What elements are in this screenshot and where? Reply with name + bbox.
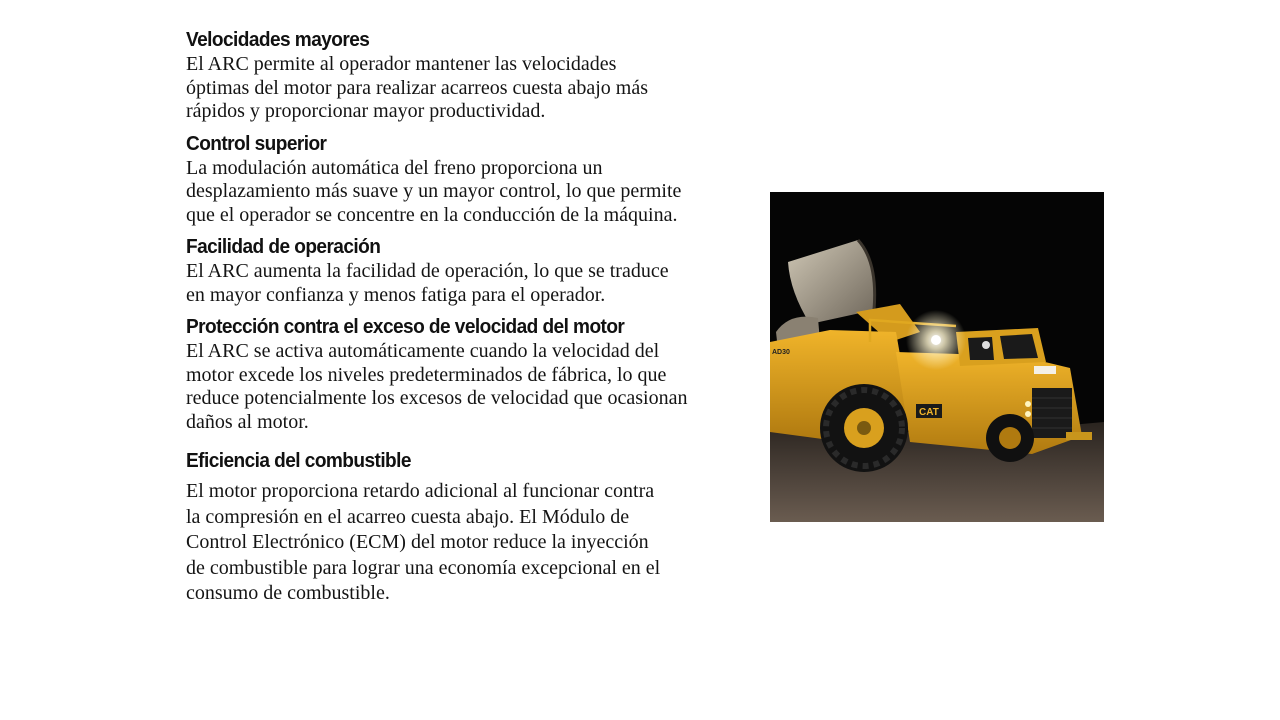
loader-illustration (770, 192, 1104, 522)
section-heading: Control superior (186, 131, 327, 155)
section-body (186, 157, 756, 228)
section-body (186, 53, 756, 124)
body-line: El motor proporciona retardo adicional al funcionar contra (186, 480, 655, 502)
model-marking: AD30 (772, 349, 790, 356)
body-line: de combustible para lograr una economía excepcional en el (186, 556, 661, 579)
section-body (186, 340, 756, 434)
body-line: daños al motor. (186, 410, 309, 433)
section-heading: Velocidades mayores (186, 28, 370, 51)
rear-wheel (986, 414, 1034, 462)
brand-plate (1034, 366, 1056, 374)
section-proteccion-exceso-velocidad (186, 315, 756, 434)
section-heading: Protección contra el exceso de velocidad del motor (186, 315, 625, 338)
body-line: en mayor confianza y menos fatiga para el operador. (186, 283, 606, 306)
body-line: motor excede los niveles predeterminados de fábrica, lo que (186, 363, 667, 386)
operator-helmet (982, 341, 990, 349)
text-column (186, 28, 756, 615)
body-line: rápidos y proporcionar mayor productividad. (186, 100, 546, 122)
front-wheel (820, 384, 908, 472)
section-heading: Facilidad de operación (186, 235, 381, 258)
section-body (186, 479, 756, 607)
body-line: La modulación automática del freno proporciona un (186, 156, 603, 179)
section-control-superior (186, 132, 756, 228)
body-line: El ARC se activa automáticamente cuando la velocidad del (186, 340, 660, 362)
cat-logo (916, 404, 942, 418)
body-line: reduce potencialmente los excesos de velocidad que ocasionan (186, 387, 688, 409)
underground-loader-photo (770, 192, 1104, 522)
section-facilidad-de-operacion (186, 235, 756, 307)
body-line: El ARC aumenta la facilidad de operación, lo que se traduce (186, 260, 669, 282)
section-body (186, 260, 756, 307)
rear-bumper (1066, 432, 1092, 440)
headlamp (931, 335, 941, 345)
rear-light (1025, 401, 1031, 407)
section-heading: Eficiencia del combustible (186, 449, 411, 472)
body-line: Control Electrónico (ECM) del motor reduce la inyección (186, 531, 649, 553)
section-eficiencia-combustible (186, 449, 756, 607)
body-line: la compresión en el acarreo cuesta abajo. El Módulo de (186, 505, 630, 528)
body-line: desplazamiento más suave y un mayor control, lo que permite (186, 180, 682, 202)
section-velocidades-mayores (186, 28, 756, 124)
body-line: El ARC permite al operador mantener las velocidades (186, 53, 617, 75)
rear-light (1025, 411, 1031, 417)
body-line: consumo de combustible. (186, 582, 390, 604)
body-line: óptimas del motor para realizar acarreos cuesta abajo más (186, 76, 649, 99)
rear-grille (1032, 388, 1072, 438)
body-line: que el operador se concentre en la conducción de la máquina. (186, 203, 678, 226)
svg-text:CAT: CAT (919, 407, 939, 418)
